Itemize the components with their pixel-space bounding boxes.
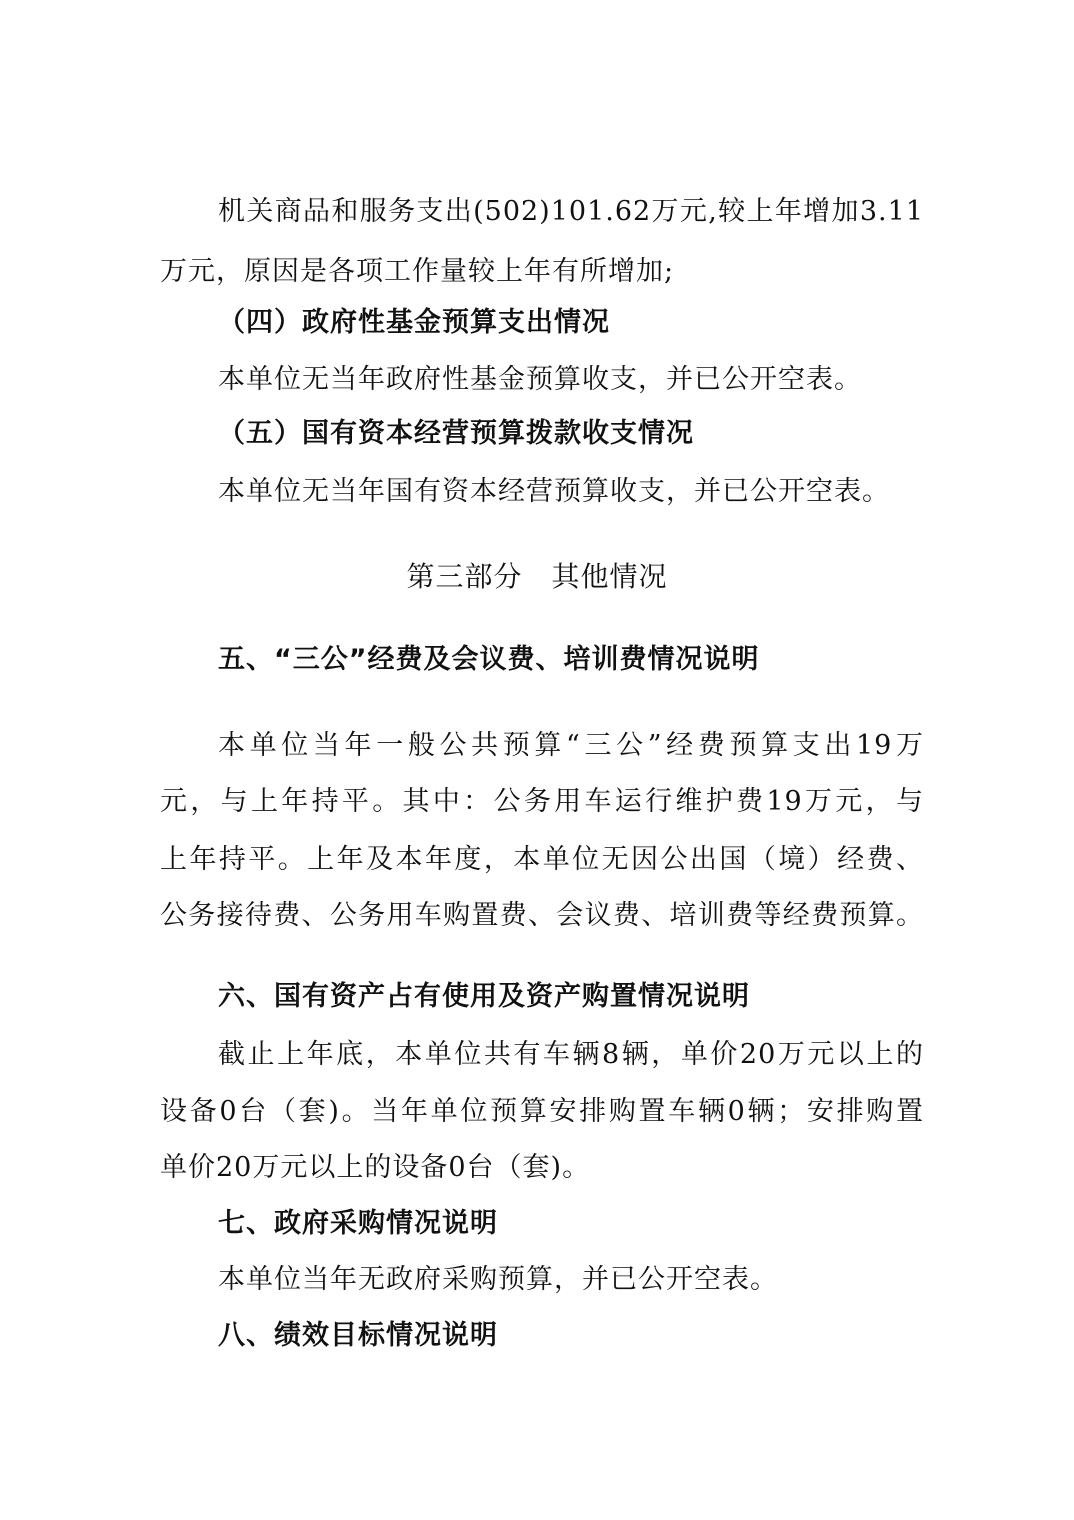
- paragraph-line: 单价20万元以上的设备0台（套)。: [160, 1152, 591, 1183]
- paragraph-line: 上年持平。上年及本年度，本单位无因公出国（境）经费、: [160, 844, 924, 875]
- section-heading-5: （五）国有资本经营预算拨款收支情况: [218, 418, 694, 449]
- paragraph-line: 截止上年底，本单位共有车辆8辆，单价20万元以上的: [218, 1039, 924, 1070]
- paragraph-line: 设备0台（套)。当年单位预算安排购置车辆0辆；安排购置: [160, 1096, 924, 1127]
- paragraph-line: 本单位无当年政府性基金预算收支，并已公开空表。: [218, 364, 862, 395]
- paragraph-line: 万元，原因是各项工作量较上年有所增加;: [160, 256, 675, 287]
- paragraph-line: 本单位当年一般公共预算“三公”经费预算支出19万: [218, 730, 924, 761]
- section-title-8: 八、绩效目标情况说明: [218, 1320, 498, 1351]
- paragraph-line: 本单位当年无政府采购预算，并已公开空表。: [218, 1264, 778, 1295]
- section-title-7: 七、政府采购情况说明: [218, 1208, 498, 1239]
- paragraph-line: 元，与上年持平。其中：公务用车运行维护费19万元，与: [160, 786, 924, 817]
- paragraph-line: 机关商品和服务支出(502)101.62万元,较上年增加3.11: [218, 196, 924, 227]
- paragraph-line: 本单位无当年国有资本经营预算收支，并已公开空表。: [218, 476, 890, 507]
- section-title-5: 五、“三公”经费及会议费、培训费情况说明: [218, 644, 760, 675]
- section-title-6: 六、国有资产占有使用及资产购置情况说明: [218, 981, 750, 1012]
- part-title: 第三部分 其他情况: [406, 560, 668, 593]
- paragraph-line: 公务接待费、公务用车购置费、会议费、培训费等经费预算。: [160, 900, 924, 931]
- section-heading-4: （四）政府性基金预算支出情况: [218, 307, 610, 338]
